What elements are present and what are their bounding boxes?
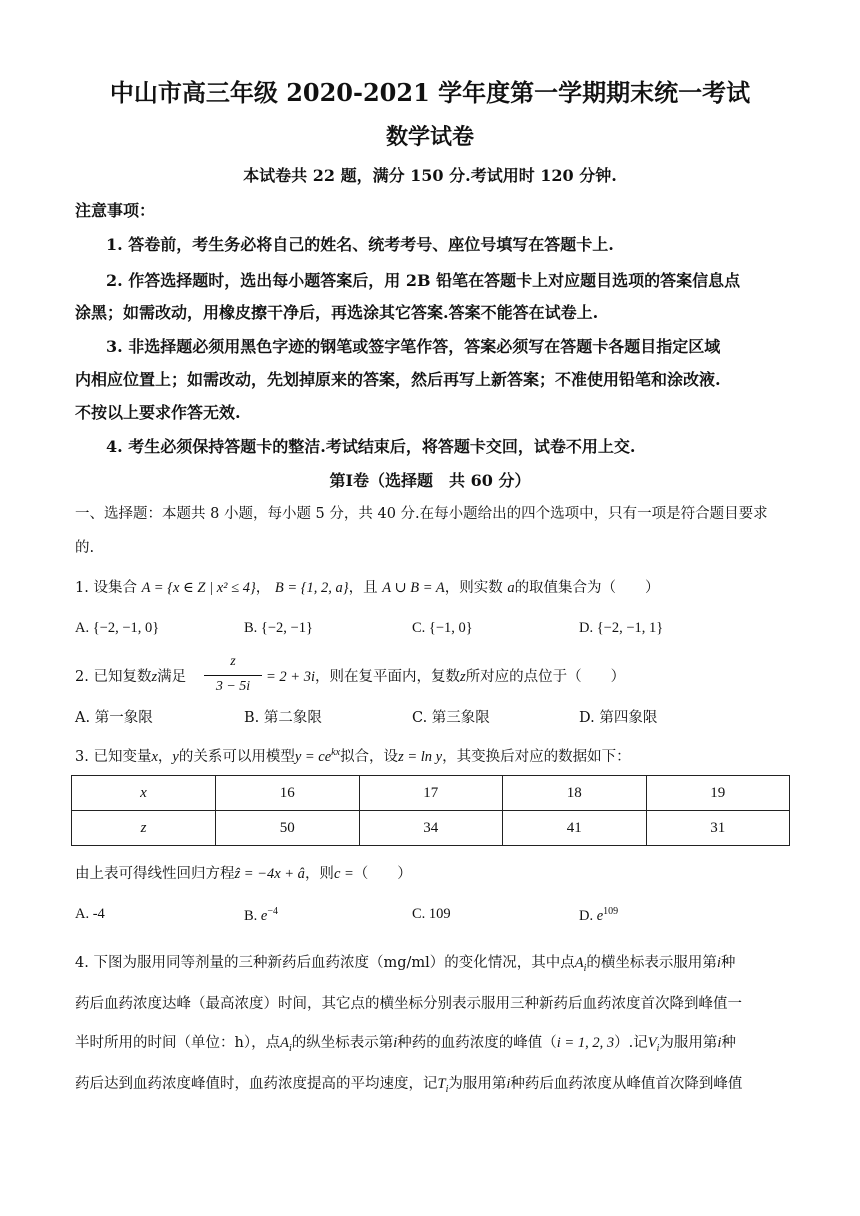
q4-line-2: 药后血药浓度达峰（最高浓度）时间，其它点的横坐标分别表示服用三种新药后血药浓度首次降到峰值一 [75, 996, 742, 1012]
exam-info: 本试卷共 22 题，满分 150 分.考试用时 120 分钟. [243, 166, 617, 185]
notice-line: 涂黑；如需改动，用橡皮擦干净后，再选涂其它答案.答案不能答在试卷上. [75, 303, 599, 322]
q4-i-2: i [393, 1035, 398, 1051]
q2-suffix-pre: ，则在复平面内，复数 [314, 669, 460, 685]
q4-line3-c: 种药的血药浓度的峰值（ [397, 1035, 557, 1051]
q3-mid2: 拟合，设 [340, 749, 399, 765]
table-cell: 34 [359, 811, 503, 846]
q3-regression-line [75, 862, 412, 883]
q2-mid: 满足 [157, 669, 187, 685]
table-header-x: x [72, 776, 216, 811]
q3-option-d-base: e [596, 907, 604, 924]
q4-t-i-sub: i [445, 1083, 449, 1095]
notice-line: 内相应位置上；如需改动，先划掉原来的答案，然后再写上新答案；不准使用铅笔和涂改液. [75, 370, 721, 389]
table-cell: 16 [216, 776, 360, 811]
q4-line4-b: 为服用第 [448, 1076, 507, 1092]
q2-option-c: C. 第三象限 [412, 710, 490, 726]
q3-option-b-exp: −4 [267, 906, 278, 917]
table-cell: 41 [503, 811, 647, 846]
q3-model-exp: kx [331, 747, 341, 759]
q2-prefix-text: 2. 已知复数 [75, 669, 152, 685]
q4-line-3 [75, 1031, 736, 1054]
notice-line: 1. 答卷前，考生务必将自己的姓名、统考考号、座位号填写在答题卡上. [106, 235, 614, 254]
q2-frac-num: z [230, 654, 236, 669]
q2-rest [266, 665, 625, 686]
q3-line2-pre: 由上表可得线性回归方程 [75, 866, 235, 882]
q2-option-d: D. 第四象限 [579, 710, 658, 726]
q4-line1-text: 4. 下图为服用同等剂量的三种新药后血药浓度（mg/ml）的变化情况，其中点 [75, 955, 575, 971]
q1-option-d: D. {−2, −1, 1} [579, 620, 664, 636]
q4-a-i-sub: i [583, 962, 587, 974]
q4-i: i [716, 955, 721, 971]
q3-comma: ， [157, 749, 173, 765]
q3-option-d-exp: 109 [603, 906, 619, 917]
section-title: 第Ⅰ卷（选择题 共 60 分） [329, 471, 531, 490]
q3-x: x [151, 749, 158, 765]
fraction-bar [204, 675, 262, 676]
table-row [72, 811, 790, 846]
q3-regression: ẑ = −4x + â [234, 866, 305, 882]
q2-prefix [75, 665, 186, 686]
q3-prefix: 3. 已知变量 [75, 749, 152, 765]
q2-option-a: A. 第一象限 [75, 710, 153, 726]
data-table [71, 775, 790, 846]
q4-line3-d: ）.记 [614, 1035, 648, 1051]
q4-line-4 [75, 1072, 742, 1095]
q1-set-a: A = {x ∈ Z | x² ≤ 4} [141, 580, 256, 596]
q1-sep: ， [255, 580, 271, 596]
q4-line3-b: 的纵坐标表示第 [291, 1035, 394, 1051]
table-header-z: z [72, 811, 216, 846]
q1-cond: A ∪ B = A [382, 580, 445, 596]
q4-v-i: V [647, 1035, 657, 1051]
notice-line: 2. 作答选择题时，选出每小题答案后，用 2B 铅笔在答题卡上对应题目选项的答案信息点 [106, 271, 741, 290]
q3-y: y [172, 749, 179, 765]
section-intro-end: 的. [75, 540, 95, 556]
q1-prefix: 1. 设集合 [75, 580, 137, 596]
q4-a-i-2: A [280, 1035, 289, 1051]
section-intro: 一、选择题：本题共 8 小题，每小题 5 分，共 40 分.在每小题给出的四个选项中，只有一项是符合题目要求 [75, 506, 768, 522]
q4-line4-a: 药后达到血药浓度峰值时，血药浓度提高的平均速度，记 [75, 1076, 438, 1092]
q1-option-b: B. {−2, −1} [244, 620, 313, 636]
q1-cond-pre: ，且 [348, 580, 378, 596]
notice-heading: 注意事项： [75, 201, 156, 220]
q2-frac-den: 3 − 5i [215, 679, 251, 694]
table-row [72, 776, 790, 811]
exam-subtitle: 数学试卷 [385, 124, 474, 150]
question-1 [75, 576, 660, 597]
notice-line: 3. 非选择题必须用黑色字迹的钢笔或签字笔作答，答案必须写在答题卡各题目指定区域 [106, 337, 721, 356]
q3-option-c: C. 109 [412, 906, 451, 922]
q4-line3-e: 为服用第 [659, 1035, 718, 1051]
q4-i-3: i [717, 1035, 722, 1051]
q3-c-eq: c = [333, 866, 354, 882]
q4-t-i: T [437, 1076, 446, 1092]
q3-model: y = ce [294, 749, 332, 765]
q1-suffix: 的取值集合为（ ） [514, 580, 660, 596]
q3-sub: z = ln y [398, 749, 443, 765]
q1-option-a: A. {−2, −1, 0} [75, 620, 160, 636]
q2-option-b: B. 第二象限 [244, 710, 322, 726]
q4-line4-c: 种药后血药浓度从峰值首次降到峰值 [510, 1076, 743, 1092]
q3-line2-suffix: （ ） [353, 866, 412, 882]
q4-range: i = 1, 2, 3 [556, 1035, 615, 1051]
q2-rhs: = 2 + 3i [266, 669, 315, 685]
q3-mid: 的关系可以用模型 [178, 749, 295, 765]
q1-suffix-pre: ，则实数 [444, 580, 503, 596]
q4-line1-c: 种 [720, 955, 736, 971]
q2-var: z [151, 669, 158, 685]
q3-suffix: ，其变换后对应的数据如下： [442, 749, 631, 765]
q4-line1-b: 的横坐标表示服用第 [586, 955, 717, 971]
table-cell: 18 [503, 776, 647, 811]
q4-line3-f: 种 [721, 1035, 736, 1051]
q1-set-b: B = {1, 2, a} [274, 580, 349, 596]
q3-option-b-base: e [260, 907, 268, 924]
q4-i-4: i [506, 1076, 511, 1092]
q2-suffix: 所对应的点位于（ ） [465, 669, 626, 685]
question-3 [75, 745, 631, 766]
exam-title: 中山市高三年级 2020-2021 学年度第一学期期末统一考试 [109, 78, 751, 107]
q3-option-d [579, 906, 618, 925]
notice-line: 不按以上要求作答无效. [75, 403, 241, 422]
table-cell: 17 [359, 776, 503, 811]
q4-v-i-sub: i [656, 1042, 660, 1054]
q3-option-b [244, 906, 278, 925]
table-cell: 50 [216, 811, 360, 846]
q4-line3-a: 半时所用的时间（单位：h），点 [75, 1035, 281, 1051]
q4-line-1 [75, 951, 735, 974]
table-cell: 19 [646, 776, 790, 811]
table-cell: 31 [646, 811, 790, 846]
q3-option-d-label: D. [579, 907, 594, 924]
q1-option-c: C. {−1, 0} [412, 620, 473, 636]
q1-var: a [507, 580, 515, 596]
q3-option-b-label: B. [244, 907, 258, 924]
q4-a-i-sub-2: i [288, 1042, 292, 1054]
notice-line: 4. 考生必须保持答题卡的整洁.考试结束后，将答题卡交回，试卷不用上交. [106, 437, 636, 456]
q4-a-i: A [574, 955, 584, 971]
q2-var-2: z [459, 669, 466, 685]
q3-option-a: A. -4 [75, 906, 105, 922]
q3-line2-mid: ，则 [304, 866, 334, 882]
